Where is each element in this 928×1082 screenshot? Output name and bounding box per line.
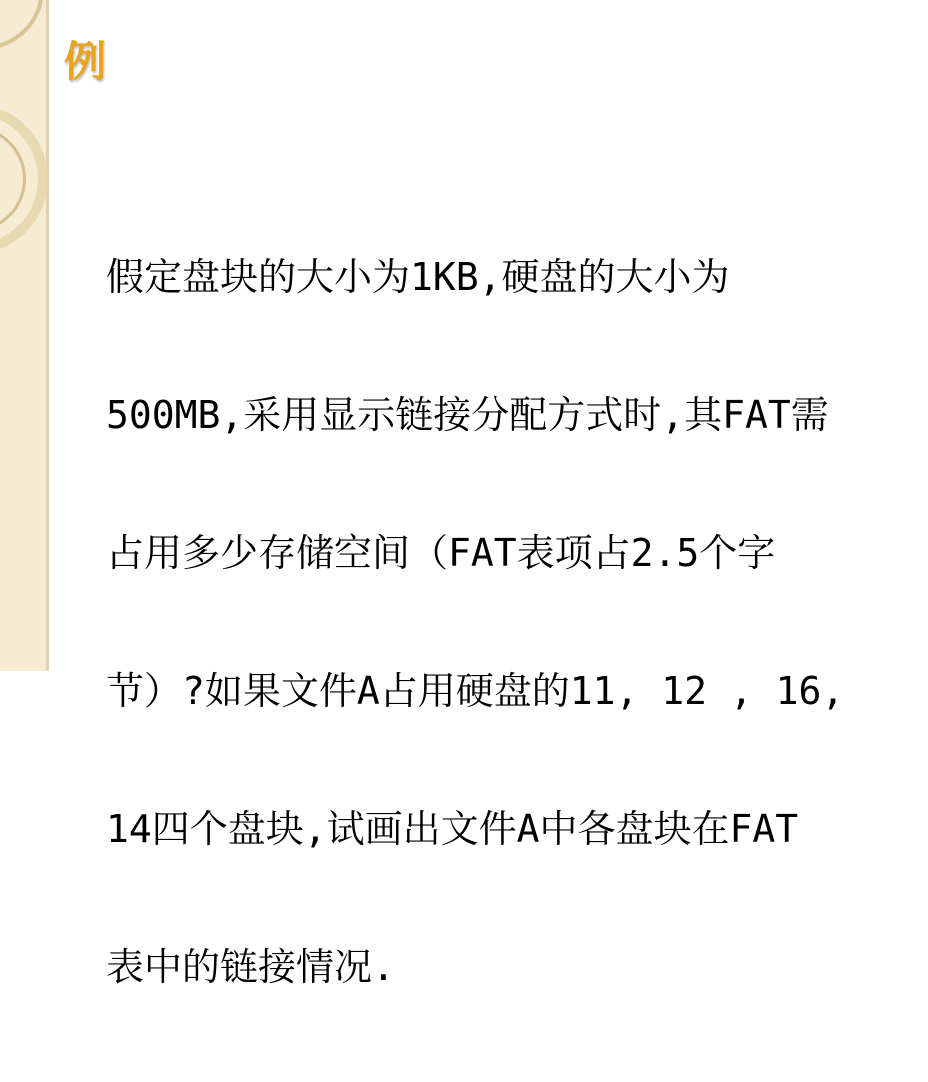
problem-line-1: 假定盘块的大小为1KB,硬盘的大小为 bbox=[106, 255, 730, 299]
problem-statement bbox=[106, 162, 906, 1082]
problem-line-2: 500MB,采用显示链接分配方式时,其FAT需 bbox=[106, 393, 829, 437]
decorative-side-band bbox=[0, 0, 46, 671]
problem-line-5: 14四个盘块,试画出文件A中各盘块在FAT bbox=[106, 807, 799, 851]
problem-line-6: 表中的链接情况. bbox=[106, 945, 395, 989]
problem-line-4: 节）?如果文件A占用硬盘的11, 12 , 16, bbox=[106, 669, 845, 713]
side-band-edge bbox=[46, 0, 49, 671]
problem-line-3: 占用多少存储空间（FAT表项占2.5个字 bbox=[106, 531, 776, 575]
slide-title: 例 bbox=[64, 37, 107, 86]
decorative-ring-top bbox=[0, 0, 44, 50]
